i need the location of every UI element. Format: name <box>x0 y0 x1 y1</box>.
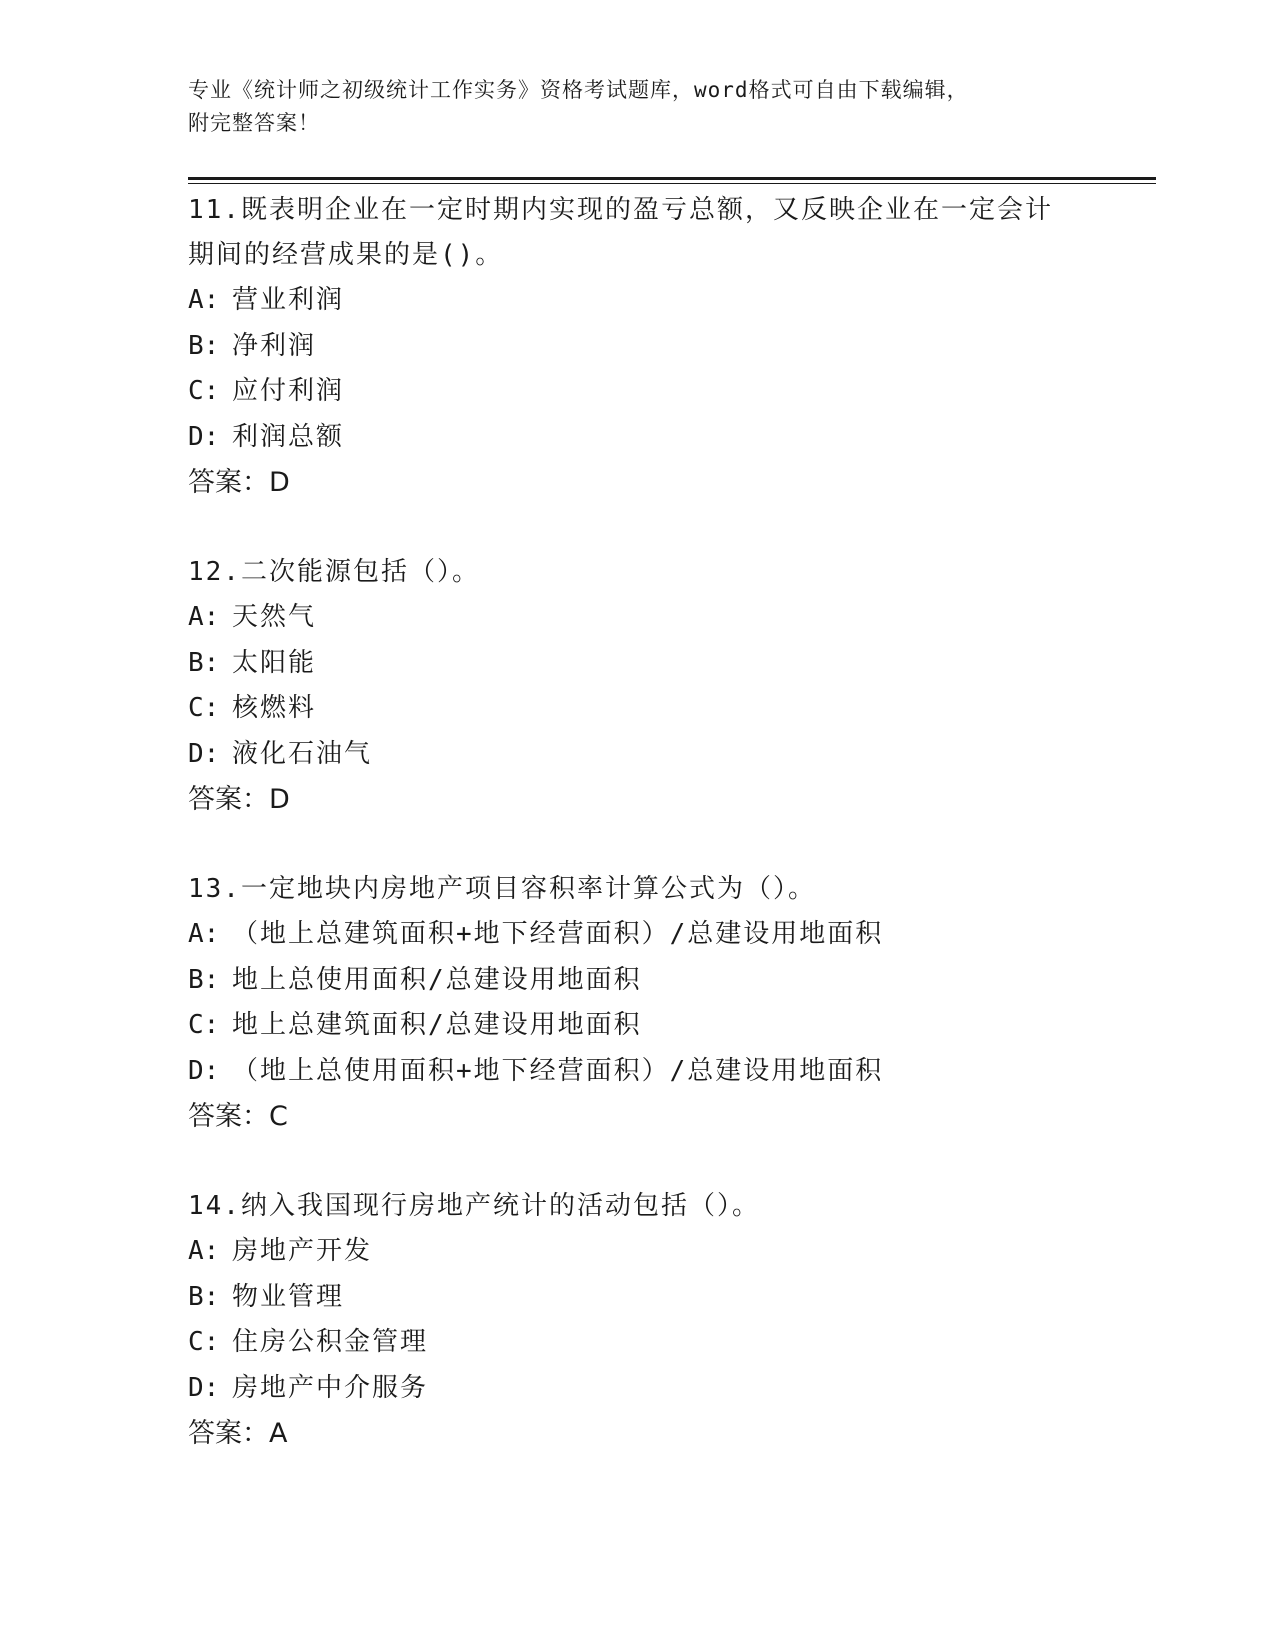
option-text: 核燃料 <box>232 693 317 723</box>
option-b <box>188 641 1148 687</box>
option-text: 利润总额 <box>232 421 345 452</box>
option-letter: D: <box>188 1372 220 1403</box>
option-text: 营业利润 <box>232 285 345 315</box>
option-text: 房地产开发 <box>232 1236 373 1266</box>
option-letter: C: <box>188 1010 220 1040</box>
question-stem <box>188 867 1088 912</box>
option-text: 应付利润 <box>232 376 345 406</box>
option-letter: D: <box>188 421 220 452</box>
question-spacer <box>188 822 1148 867</box>
option-letter: A: <box>188 285 220 315</box>
option-text: 太阳能 <box>232 647 317 678</box>
question-list <box>188 188 1148 1456</box>
option-b <box>188 1275 1148 1321</box>
option-text: 地上总建筑面积/总建设用地面积 <box>232 1010 642 1040</box>
question-11 <box>188 188 1148 550</box>
option-c <box>188 1320 1148 1366</box>
header-line-1: 专业《统计师之初级统计工作实务》资格考试题库，word格式可自由下载编辑， <box>188 78 969 102</box>
question-stem <box>188 550 1088 595</box>
option-text: 净利润 <box>232 330 317 361</box>
answer-line: 答案：D <box>188 467 290 498</box>
option-text: 液化石油气 <box>232 738 373 769</box>
question-stem <box>188 188 1088 278</box>
option-letter: A: <box>188 602 220 632</box>
question-spacer <box>188 1139 1148 1184</box>
option-text: 天然气 <box>232 602 317 632</box>
option-a <box>188 595 1148 641</box>
option-a <box>188 278 1148 324</box>
question-stem <box>188 1184 1088 1229</box>
question-12 <box>188 550 1148 867</box>
option-letter: B: <box>188 330 220 361</box>
option-letter: C: <box>188 1327 220 1357</box>
question-13 <box>188 867 1148 1184</box>
option-letter: B: <box>188 1281 220 1312</box>
header-line-2: 附完整答案！ <box>188 111 320 135</box>
answer-line: 答案：C <box>188 1101 288 1132</box>
question-stem-line: 13.一定地块内房地产项目容积率计算公式为（）。 <box>188 874 816 904</box>
option-letter: D: <box>188 738 220 769</box>
document-header <box>188 74 1088 140</box>
option-letter: C: <box>188 376 220 406</box>
option-d <box>188 1366 1148 1412</box>
question-stem-line: 12.二次能源包括（）。 <box>188 557 480 587</box>
option-b <box>188 324 1148 370</box>
question-spacer <box>188 505 1148 550</box>
answer-line: 答案：D <box>188 784 290 815</box>
option-b <box>188 958 1148 1004</box>
question-stem-line: 14.纳入我国现行房地产统计的活动包括（）。 <box>188 1191 760 1221</box>
option-text: （地上总使用面积+地下经营面积）/总建设用地面积 <box>232 1055 884 1086</box>
option-letter: A: <box>188 919 220 949</box>
option-d <box>188 415 1148 461</box>
option-a <box>188 912 1148 958</box>
option-text: 地上总使用面积/总建设用地面积 <box>232 964 642 995</box>
option-text: （地上总建筑面积+地下经营面积）/总建设用地面积 <box>232 919 884 949</box>
option-d <box>188 1049 1148 1095</box>
option-a <box>188 1229 1148 1275</box>
option-c <box>188 686 1148 732</box>
option-c <box>188 369 1148 415</box>
option-text: 房地产中介服务 <box>232 1372 429 1403</box>
option-d <box>188 732 1148 778</box>
option-letter: B: <box>188 964 220 995</box>
option-c <box>188 1003 1148 1049</box>
option-letter: D: <box>188 1055 220 1086</box>
option-letter: C: <box>188 693 220 723</box>
answer-line: 答案：A <box>188 1418 288 1449</box>
option-letter: B: <box>188 647 220 678</box>
header-divider-thin <box>188 183 1156 184</box>
option-letter: A: <box>188 1236 220 1266</box>
question-14 <box>188 1184 1148 1456</box>
option-text: 住房公积金管理 <box>232 1327 429 1357</box>
question-stem-line: 期间的经营成果的是()。 <box>188 240 504 270</box>
option-text: 物业管理 <box>232 1281 345 1312</box>
question-stem-line: 11.既表明企业在一定时期内实现的盈亏总额，又反映企业在一定会计 <box>188 195 1053 225</box>
header-divider-thick <box>188 177 1156 180</box>
